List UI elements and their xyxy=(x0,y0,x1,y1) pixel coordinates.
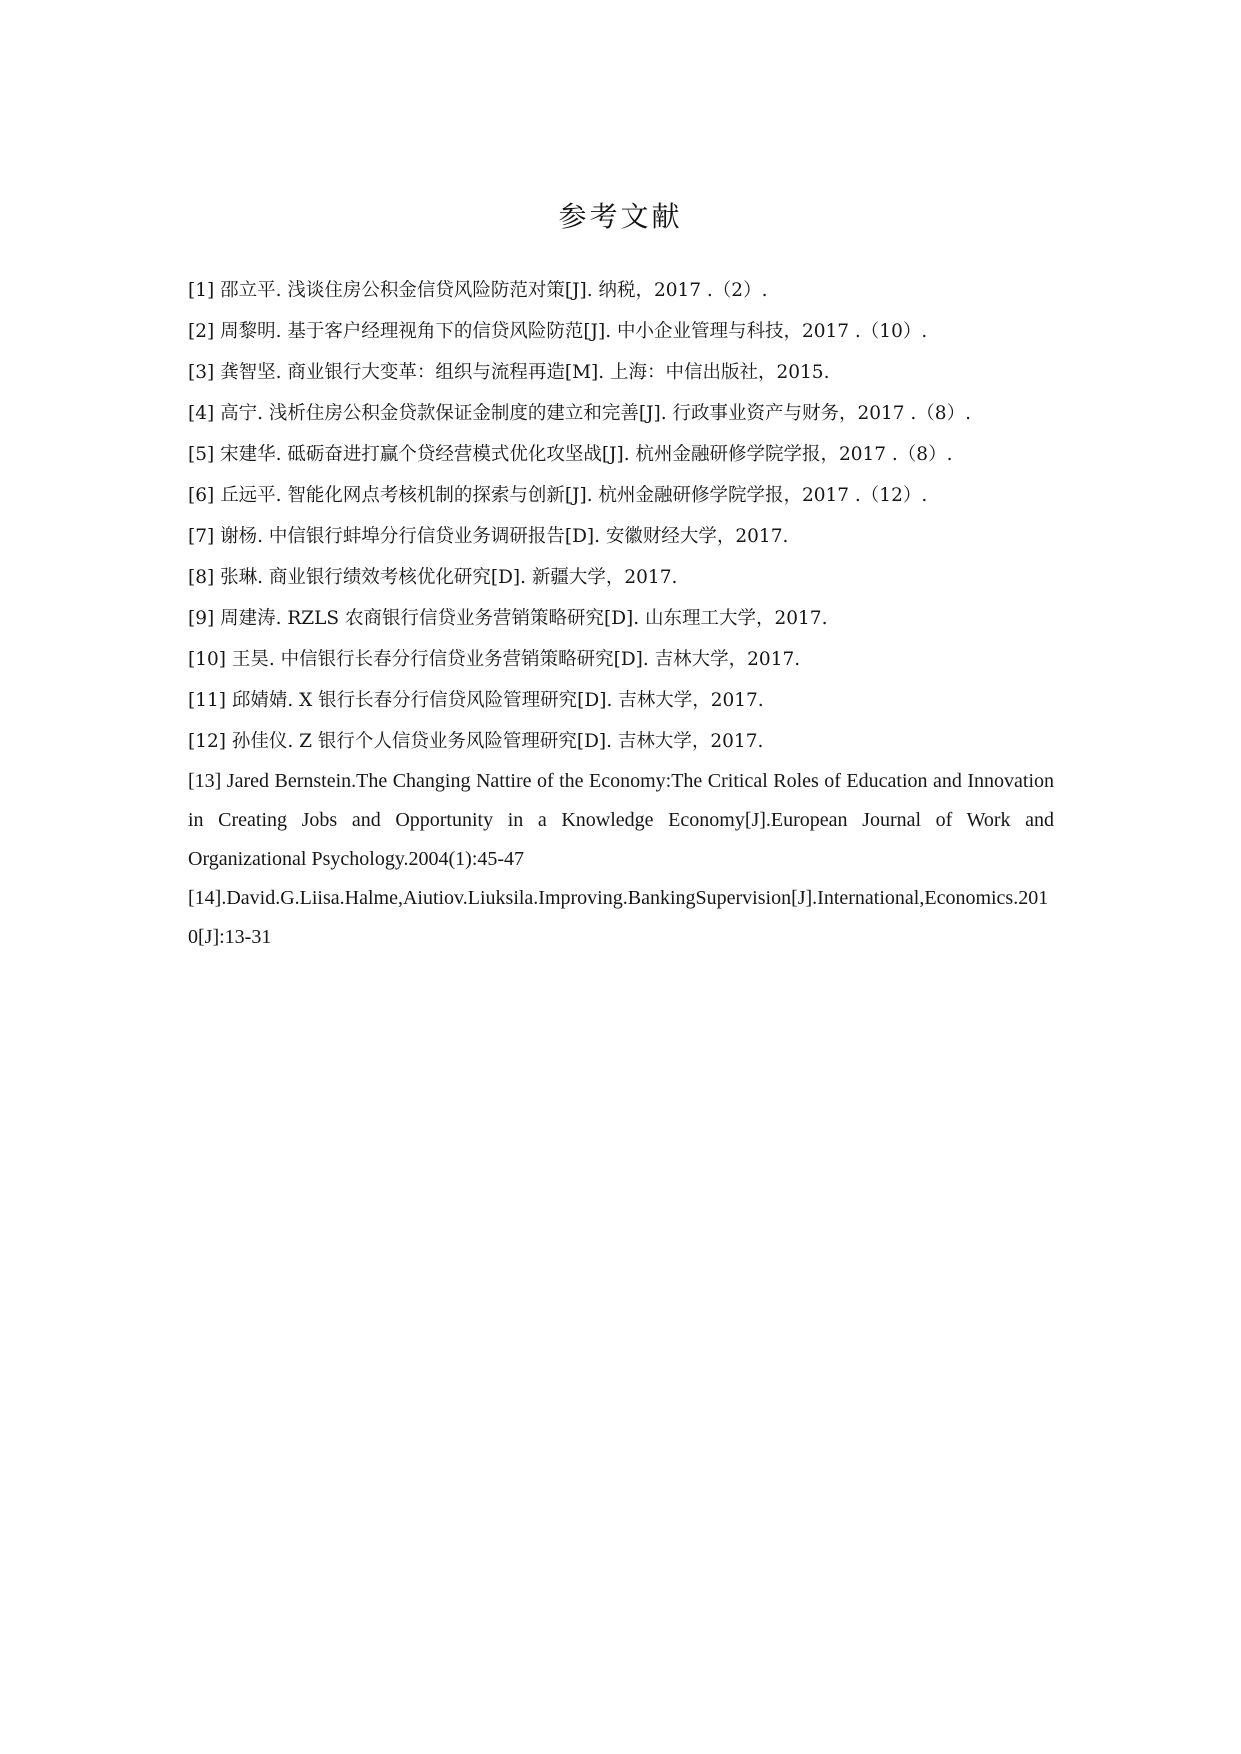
page-title: 参考文献 xyxy=(558,200,683,233)
reference-item: [9] 周建涛. RZLS 农商银行信贷业务营销策略研究[D]. 山东理工大学，2017. xyxy=(188,608,828,629)
reference-item: [12] 孙佳仪. Z 银行个人信贷业务风险管理研究[D]. 吉林大学，2017. xyxy=(188,731,764,752)
reference-item: [11] 邱婧婧. X 银行长春分行信贷风险管理研究[D]. 吉林大学，2017. xyxy=(188,690,764,711)
reference-item: [2] 周黎明. 基于客户经理视角下的信贷风险防范[J]. 中小企业管理与科技，2017 .（10）. xyxy=(188,321,928,342)
reference-item: [8] 张琳. 商业银行绩效考核优化研究[D]. 新疆大学，2017. xyxy=(188,567,678,588)
reference-item: [10] 王昊. 中信银行长春分行信贷业务营销策略研究[D]. 吉林大学，2017. xyxy=(188,649,801,670)
reference-item: [1] 邵立平. 浅谈住房公积金信贷风险防范对策[J]. 纳税，2017 .（2）. xyxy=(188,280,768,301)
reference-item: [6] 丘远平. 智能化网点考核机制的探索与创新[J]. 杭州金融研修学院学报，2017 .（12）. xyxy=(188,485,928,506)
reference-item: [7] 谢杨. 中信银行蚌埠分行信贷业务调研报告[D]. 安徽财经大学，2017. xyxy=(188,526,789,547)
reference-item: [5] 宋建华. 砥砺奋进打赢个贷经营模式优化攻坚战[J]. 杭州金融研修学院学报，2017 .（8）. xyxy=(188,444,953,465)
reference-item: [4] 高宁. 浅析住房公积金贷款保证金制度的建立和完善[J]. 行政事业资产与财务，2017 .（8）. xyxy=(188,403,971,424)
reference-item: [3] 龚智坚. 商业银行大变革：组织与流程再造[M]. 上海：中信出版社，2015. xyxy=(188,362,830,383)
reference-item: [14].David.G.Liisa.Halme,Aiutiov.Liuksila.Improving.BankingSupervision[J].International,Economics.2010[J]:13-31 xyxy=(188,887,1049,948)
reference-item: [13] Jared Bernstein.The Changing Nattire of the Economy:The Critical Roles of Education and Innovation in Creating Jobs and Opportunity in a Knowledge Economy[J].European Journal of Work and Organizational Psychology.2004(1):45-47 xyxy=(188,770,1054,870)
reference-list xyxy=(188,270,1054,957)
